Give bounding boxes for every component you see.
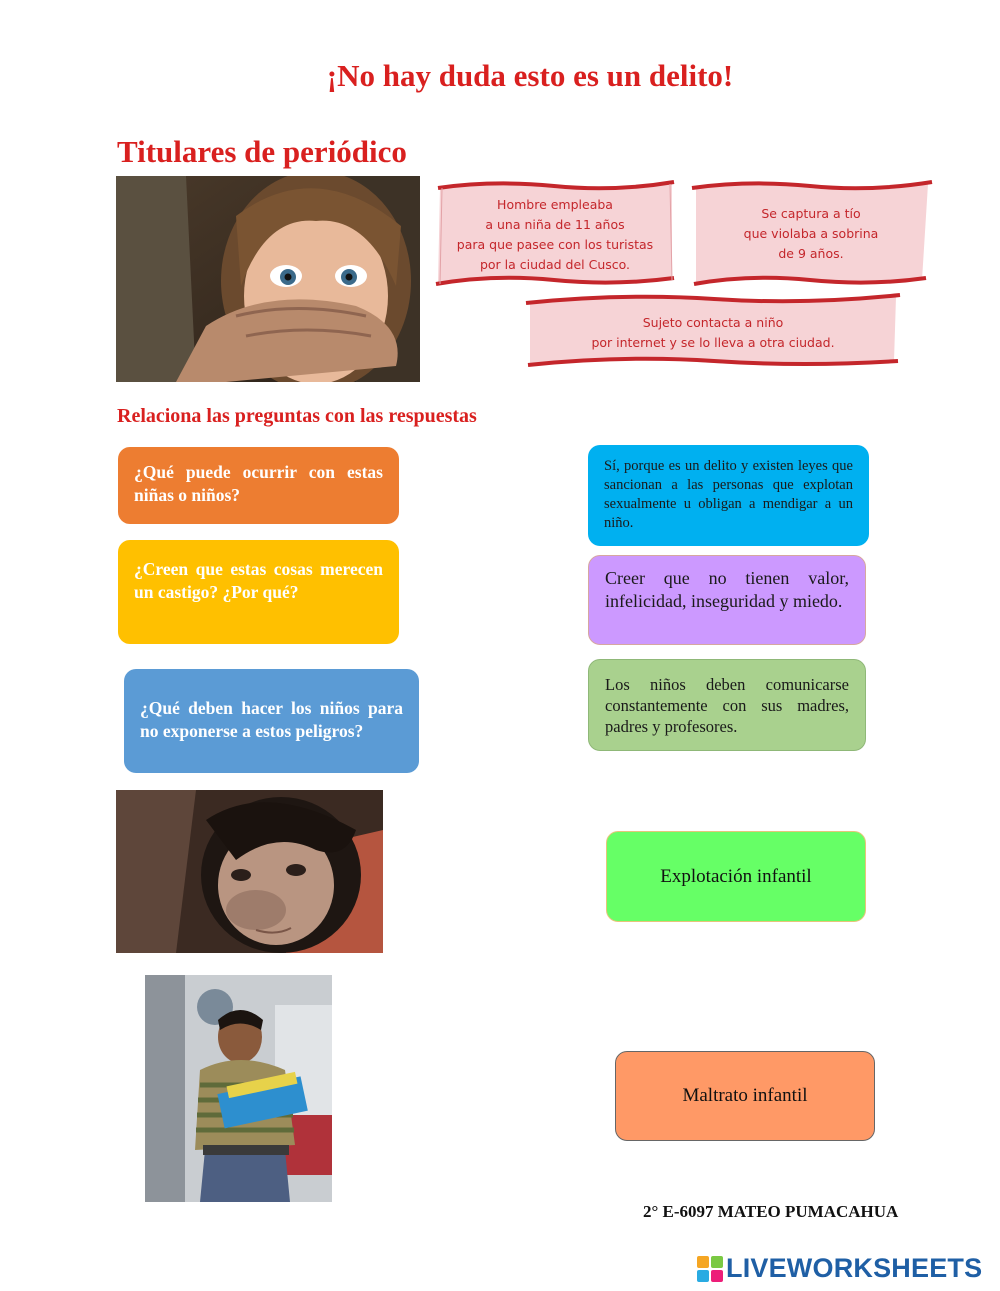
- concept-box-explotacion[interactable]: Explotación infantil: [606, 831, 866, 922]
- headline-text-3: Sujeto contacta a niño por internet y se lo lleva a otra ciudad.: [591, 315, 835, 350]
- liveworksheets-logo-text: LIVEWORKSHEETS: [726, 1253, 983, 1283]
- liveworksheets-logo[interactable]: [697, 1253, 982, 1284]
- question-box-3[interactable]: ¿Qué deben hacer los niños para no exponerse a estos peligros?: [124, 669, 419, 773]
- headline-banner-2: [690, 180, 932, 290]
- main-title: ¡No hay duda esto es un delito!: [326, 58, 734, 93]
- liveworksheets-logo-icon: [697, 1256, 723, 1282]
- answer-box-2[interactable]: Creer que no tienen valor, infelicidad, inseguridad y miedo.: [588, 555, 866, 645]
- answer-box-1[interactable]: Sí, porque es un delito y existen leyes que sancionan a las personas que explotan sexualmente u obligan a mendigar a un niño.: [588, 445, 869, 546]
- headline-text-2: Se captura a tío que violaba a sobrina de 9 años.: [743, 206, 879, 261]
- photo-child-sad: [116, 790, 383, 953]
- photo-girl-silenced: [116, 176, 420, 382]
- instruction-label: Relaciona las preguntas con las respuestas: [117, 405, 477, 427]
- headline-banner-3: [524, 293, 902, 371]
- answer-box-3[interactable]: Los niños deben comunicarse constantemente con sus madres, padres y profesores.: [588, 659, 866, 751]
- question-box-2[interactable]: ¿Creen que estas cosas merecen un castigo? ¿Por qué?: [118, 540, 399, 644]
- photo-boy-vendor: [145, 975, 332, 1202]
- section-title: Titulares de periódico: [117, 134, 407, 169]
- concept-box-maltrato[interactable]: Maltrato infantil: [615, 1051, 875, 1141]
- footer-school-label: 2° E-6097 MATEO PUMACAHUA: [643, 1202, 899, 1221]
- headline-banner-1: [434, 180, 676, 290]
- question-box-1[interactable]: ¿Qué puede ocurrir con estas niñas o niños?: [118, 447, 399, 524]
- headline-text-1: Hombre empleaba a una niña de 11 años para que pasee con los turistas por la ciudad del Cusco.: [456, 197, 654, 272]
